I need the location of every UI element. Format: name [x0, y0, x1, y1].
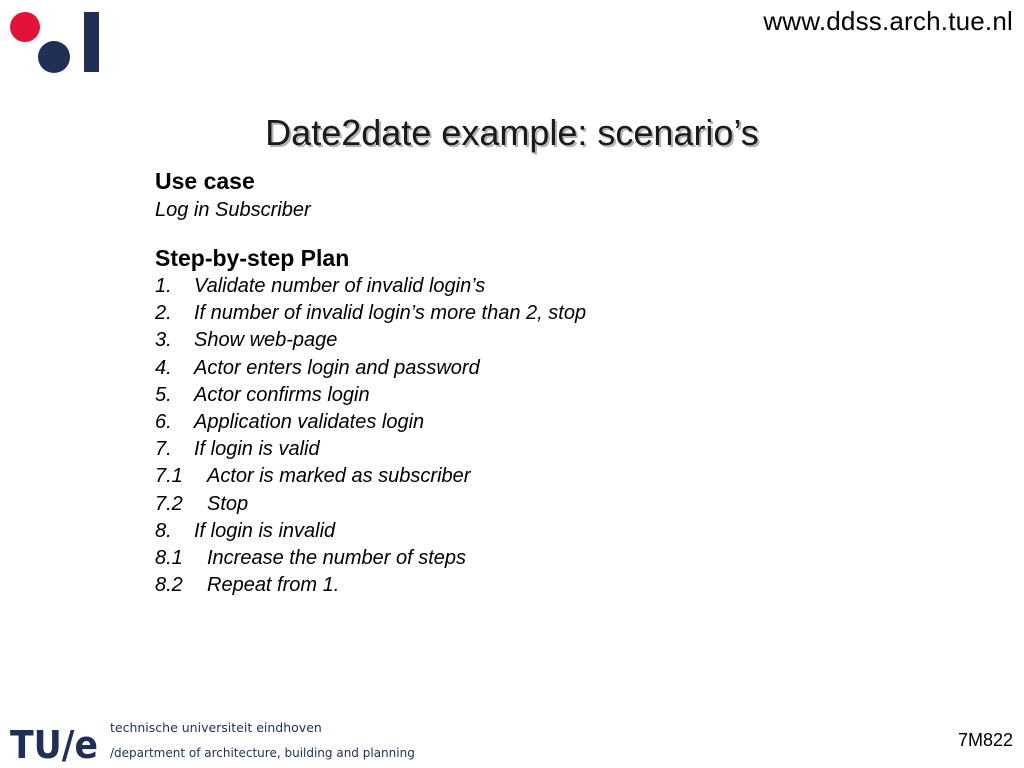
step-text: Actor enters login and password — [194, 356, 480, 379]
plan-heading: Step-by-step Plan — [155, 245, 350, 271]
step-number: 1. — [155, 275, 172, 297]
step-item — [155, 463, 855, 490]
step-text: Actor confirms login — [194, 383, 370, 406]
tue-logo-text: TU/e — [10, 723, 98, 764]
slide-content — [155, 167, 855, 599]
step-item — [155, 409, 855, 436]
step-text: If login is valid — [194, 438, 320, 461]
step-item — [155, 300, 855, 327]
step-number: 3. — [155, 329, 172, 352]
step-text: Show web-page — [194, 329, 338, 352]
step-item — [155, 382, 855, 409]
step-number: 7. — [155, 438, 172, 461]
step-text: Increase the number of steps — [207, 547, 467, 570]
step-text: Actor is marked as subscriber — [207, 465, 471, 488]
university-dots-logo — [8, 10, 104, 76]
step-item — [155, 572, 855, 599]
step-item — [155, 327, 855, 354]
tue-footer-logo — [10, 718, 430, 766]
step-item — [155, 518, 855, 545]
step-number: 4. — [155, 356, 172, 379]
step-item — [155, 545, 855, 572]
step-text: Application validates login — [194, 411, 425, 434]
step-text: If login is invalid — [194, 519, 336, 542]
step-number: 5. — [155, 383, 172, 406]
slide-title: Date2date example: scenario’s — [265, 112, 759, 153]
step-number: 7.1 — [155, 465, 183, 488]
logo-navy-bar — [84, 12, 99, 72]
step-item — [155, 491, 855, 518]
site-url: www.ddss.arch.tue.nl — [763, 6, 1013, 36]
step-list — [155, 273, 855, 599]
use-case-heading: Use case — [155, 168, 255, 194]
step-text: Validate number of invalid login’s — [194, 275, 486, 297]
department-name: /department of architecture, building and planning — [110, 746, 415, 760]
step-text: Repeat from 1. — [207, 574, 340, 597]
step-number: 6. — [155, 411, 172, 434]
logo-red-dot — [10, 12, 40, 42]
step-number: 2. — [155, 302, 172, 325]
step-item — [155, 273, 855, 300]
tue-text-block — [110, 718, 415, 764]
step-text: Stop — [207, 492, 249, 515]
step-number: 7.2 — [155, 492, 183, 515]
step-text: If number of invalid login’s more than 2, stop — [194, 302, 587, 325]
tue-logo-mark — [10, 720, 102, 764]
course-code: 7M822 — [957, 730, 1013, 750]
step-item — [155, 355, 855, 382]
step-number: 8. — [155, 519, 172, 542]
step-item — [155, 436, 855, 463]
logo-navy-dot — [38, 41, 70, 73]
step-number: 8.1 — [155, 547, 183, 570]
institution-name: technische universiteit eindhoven — [110, 720, 322, 735]
step-number: 8.2 — [155, 574, 183, 597]
use-case-name: Log in Subscriber — [155, 199, 311, 221]
